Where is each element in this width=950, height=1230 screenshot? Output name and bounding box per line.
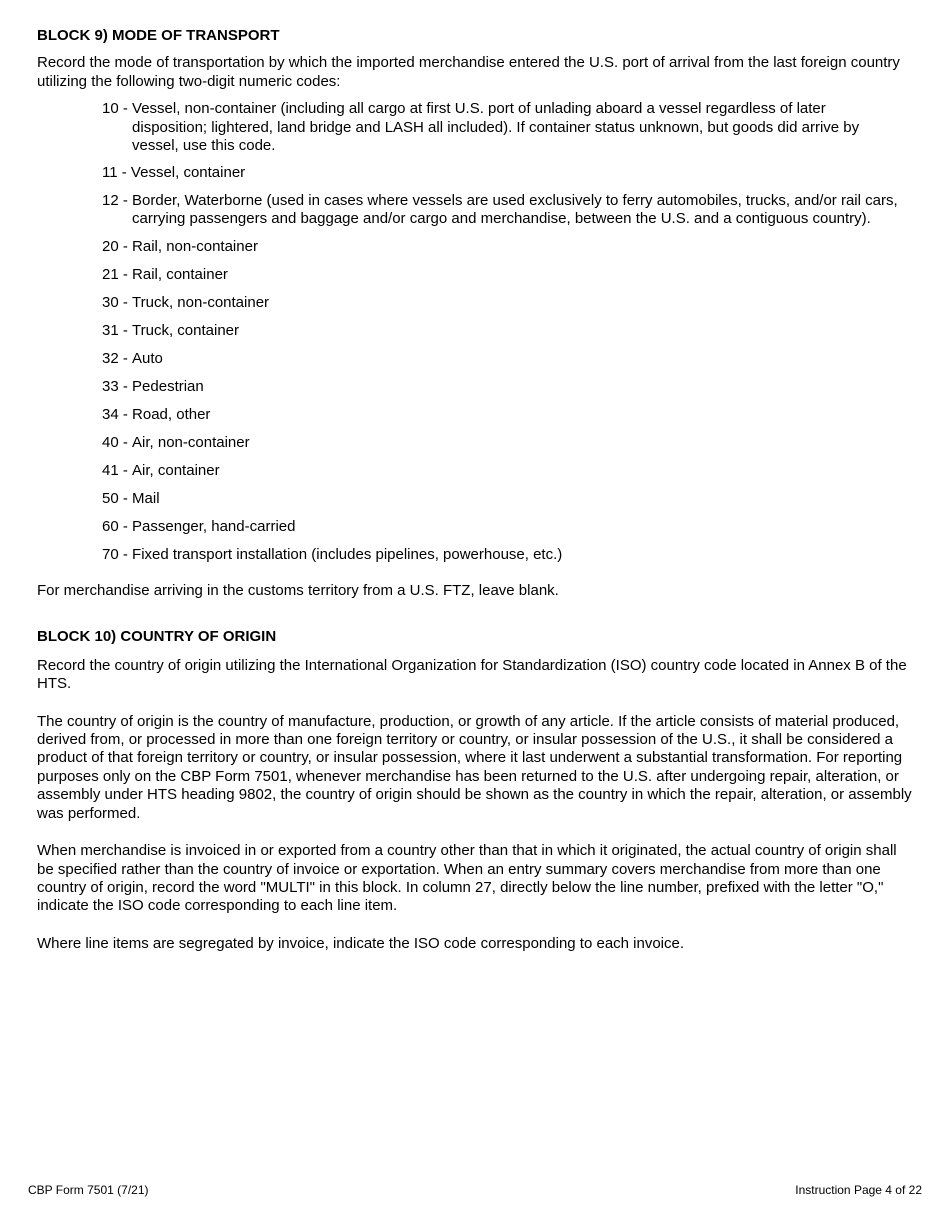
code-description: Truck, non-container — [132, 293, 270, 311]
transport-code-item — [102, 294, 902, 312]
code-description: Air, non-container — [132, 433, 250, 451]
code-number: 41 - — [102, 461, 133, 479]
block10-paragraph: Record the country of origin utilizing the International Organization for Standardization (ISO) country code located in Annex B of the HTS. — [37, 656, 907, 693]
code-number: 30 - — [102, 293, 133, 311]
transport-code-item — [102, 192, 902, 229]
code-description: Border, Waterborne (used in cases where vessels are used exclusively to ferry automobiles, trucks, and/or rail cars, carrying passengers and baggage and/or cargo and merchandise, between the U.S. and a contiguous country). — [132, 191, 898, 228]
block10-heading: BLOCK 10) COUNTRY OF ORIGIN — [37, 628, 277, 646]
code-number: 10 - — [102, 100, 133, 118]
code-number: 40 - — [102, 433, 133, 451]
transport-code-item — [102, 546, 902, 564]
transport-code-item — [102, 100, 902, 155]
code-description: Air, container — [132, 461, 220, 479]
transport-code-item — [102, 350, 902, 368]
code-description: Truck, container — [132, 321, 240, 339]
code-number: 12 - — [102, 191, 133, 209]
transport-code-item — [102, 434, 902, 452]
code-description: Pedestrian — [132, 377, 204, 395]
footer-form-id: CBP Form 7501 (7/21) — [28, 1183, 149, 1197]
code-number: 20 - — [102, 237, 133, 255]
code-description: Rail, container — [132, 265, 228, 283]
block10-paragraph: The country of origin is the country of manufacture, production, or growth of any article. If the article consists of material produced, derived from, or processed in more than one foreign territory or country, or insular possession of the U.S., it shall be considered a product of that foreign territory or country, or insular possession, where it last underwent a substantial transformation. For reporting purposes only on the CBP Form 7501, whenever merchandise has been returned to the U.S. after undergoing repair, alteration, or assembly under HTS heading 9802, the country of origin should be shown as the country in which the repair, alteration, or assembly was performed. — [37, 712, 912, 822]
block9-heading: BLOCK 9) MODE OF TRANSPORT — [37, 27, 280, 44]
code-number: 34 - — [102, 405, 133, 423]
block10-paragraph: Where line items are segregated by invoice, indicate the ISO code corresponding to each invoice. — [37, 934, 685, 952]
code-number: 21 - — [102, 265, 133, 283]
footer-page-number: Instruction Page 4 of 22 — [795, 1183, 922, 1197]
code-number: 33 - — [102, 377, 133, 395]
code-number: 60 - — [102, 517, 133, 535]
transport-code-item — [102, 406, 902, 424]
transport-code-item — [102, 322, 902, 340]
code-description: Passenger, hand-carried — [132, 517, 296, 535]
block9-intro: Record the mode of transportation by which the imported merchandise entered the U.S. port of arrival from the last foreign country utilizing the following two-digit numeric codes: — [37, 54, 900, 90]
code-description: Mail — [132, 489, 160, 507]
ftz-note: For merchandise arriving in the customs territory from a U.S. FTZ, leave blank. — [37, 582, 559, 600]
transport-code-item — [102, 518, 902, 536]
code-number: 50 - — [102, 489, 133, 507]
code-description: Auto — [132, 349, 163, 367]
code-description: Vessel, container — [130, 164, 246, 182]
code-number: 32 - — [102, 349, 133, 367]
transport-code-item — [102, 164, 902, 182]
document-body — [37, 27, 917, 953]
transport-code-item — [102, 378, 902, 396]
transport-code-list — [102, 100, 902, 564]
code-number: 11 - — [102, 164, 131, 182]
transport-code-item — [102, 462, 902, 480]
code-description: Fixed transport installation (includes pipelines, powerhouse, etc.) — [132, 545, 563, 563]
code-number: 70 - — [102, 545, 133, 563]
code-description: Road, other — [132, 405, 211, 423]
block10-paragraph: When merchandise is invoiced in or exported from a country other than that in which it originated, the actual country of origin shall be specified rather than the country of invoice or exportation. When an entry summary covers merchandise from more than one country of origin, record the word "MULTI" in this block. In column 27, directly below the line number, prefixed with the letter "O," indicate the ISO code corresponding to each line item. — [37, 842, 897, 915]
code-description: Rail, non-container — [132, 237, 258, 255]
code-number: 31 - — [102, 321, 133, 339]
transport-code-item — [102, 238, 902, 256]
code-description: Vessel, non-container (including all cargo at first U.S. port of unlading aboard a vessel regardless of later disposition; lightered, land bridge and LASH all included). If container status unknown, but goods did arrive by vessel, use this code. — [132, 100, 860, 155]
transport-code-item — [102, 266, 902, 284]
transport-code-item — [102, 490, 902, 508]
